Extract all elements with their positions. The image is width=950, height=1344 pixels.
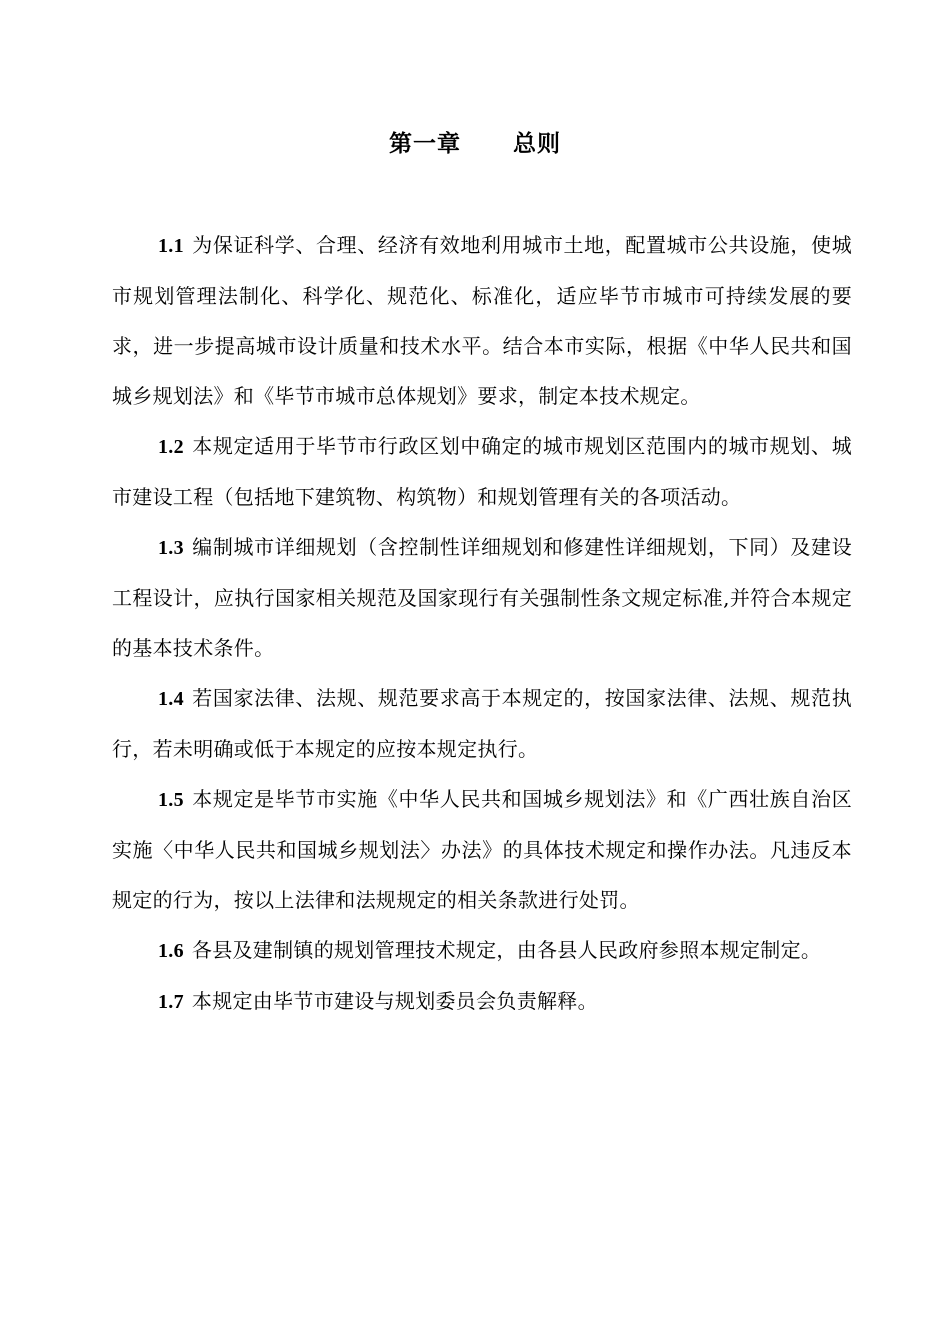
clause-number: 1.4 [158, 688, 184, 710]
clause-text: 编制城市详细规划（含控制性详细规划和修建性详细规划，下同）及建设工程设计，应执行国家相关规范及国家现行有关强制性条文规定标准,并符合本规定的基本技术条件。 [112, 535, 852, 660]
clause-1-3 [112, 522, 852, 673]
clause-text: 本规定由毕节市建设与规划委员会负责解释。 [191, 989, 598, 1013]
clause-number: 1.1 [158, 235, 184, 257]
chapter-title [0, 124, 950, 164]
chapter-label: 第一章 [389, 131, 461, 157]
clause-number: 1.3 [158, 537, 184, 559]
clause-text: 为保证科学、合理、经济有效地利用城市土地，配置城市公共设施，使城市规划管理法制化、科学化、规范化、标准化，适应毕节市城市可持续发展的要求，进一步提高城市设计质量和技术水平。结合本市实际，根据《中华人民共和国城乡规划法》和《毕节市城市总体规划》要求，制定本技术规定。 [112, 233, 852, 408]
clause-1-6 [112, 925, 852, 976]
clause-1-5 [112, 774, 852, 925]
chapter-name: 总则 [513, 131, 561, 157]
clause-text: 本规定适用于毕节市行政区划中确定的城市规划区范围内的城市规划、城市建设工程（包括地下建筑物、构筑物）和规划管理有关的各项活动。 [112, 434, 852, 509]
clause-text: 各县及建制镇的规划管理技术规定，由各县人民政府参照本规定制定。 [191, 938, 822, 962]
clause-1-7 [112, 976, 852, 1027]
clause-number: 1.6 [158, 940, 184, 962]
clause-text: 本规定是毕节市实施《中华人民共和国城乡规划法》和《广西壮族自治区实施〈中华人民共和国城乡规划法〉办法》的具体技术规定和操作办法。凡违反本规定的行为，按以上法律和法规规定的相关条款进行处罚。 [112, 787, 852, 912]
clause-number: 1.7 [158, 991, 184, 1013]
clause-1-2 [112, 421, 852, 522]
clause-1-1 [112, 220, 852, 421]
clause-text: 若国家法律、法规、规范要求高于本规定的，按国家法律、法规、规范执行，若未明确或低于本规定的应按本规定执行。 [112, 686, 852, 761]
clause-number: 1.2 [158, 436, 184, 458]
clause-1-4 [112, 673, 852, 774]
clause-number: 1.5 [158, 789, 184, 811]
chapter-body [112, 220, 852, 1027]
